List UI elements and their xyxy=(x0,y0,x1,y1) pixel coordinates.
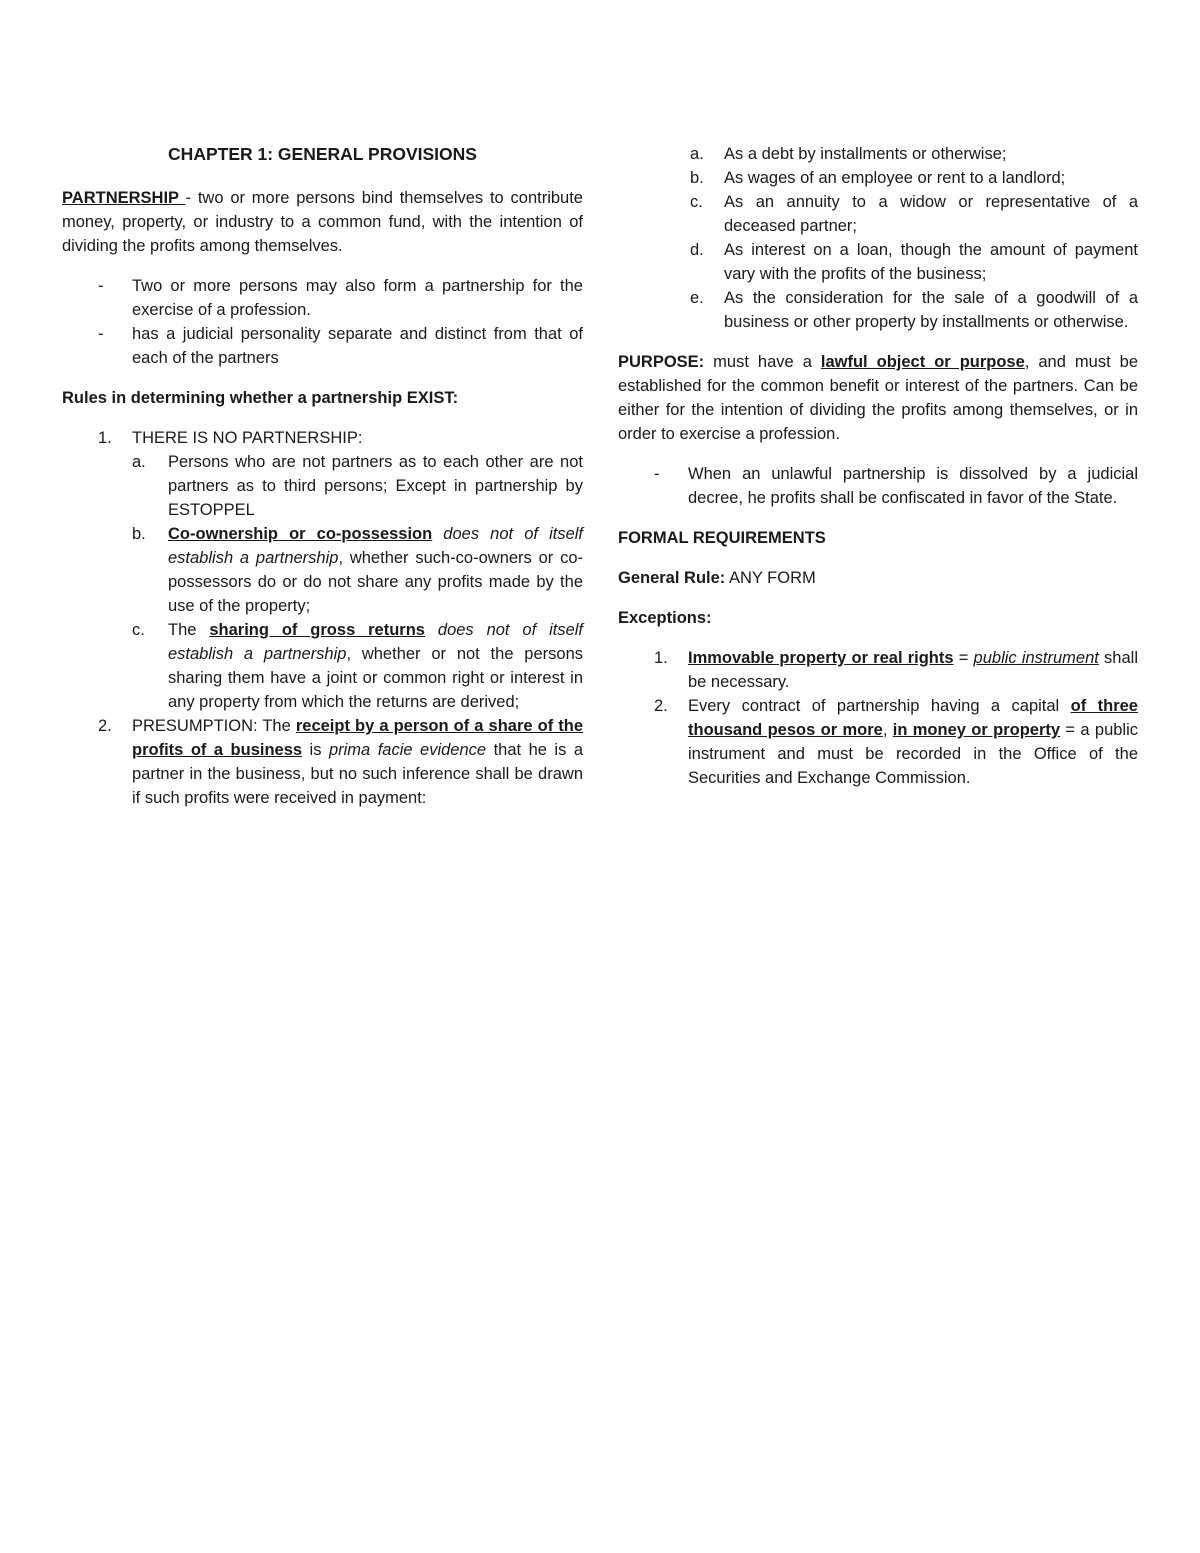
sub-item-c-text xyxy=(168,618,583,714)
list-marker: e. xyxy=(690,289,704,307)
sub-item-b-rest: , whether such-co-owners or co-possessors do or do not share any profits made by the use of the property; xyxy=(168,549,583,615)
exception-1-rest: shall be necessary. xyxy=(688,649,1138,691)
partnership-definition-text: - two or more persons bind themselves to contribute money, property, or industry to a common fund, with the intention of dividing the profits among themselves. xyxy=(62,189,583,255)
exceptions-heading: Exceptions: xyxy=(618,609,712,627)
sub-item-a xyxy=(62,450,583,522)
list-item-presumption xyxy=(62,714,583,810)
public-instrument-phrase: public instrument xyxy=(973,649,1099,667)
list-marker: a. xyxy=(132,453,146,471)
immovable-property-phrase: Immovable property or real rights xyxy=(688,649,954,667)
lawful-object-phrase: lawful object or purpose xyxy=(820,353,1025,371)
purpose-paragraph xyxy=(618,350,1138,446)
payment-item-a xyxy=(618,142,1138,166)
payment-item-text: As interest on a loan, though the amount of payment vary with the profits of the business; xyxy=(724,241,1138,283)
purpose-pre: must have a xyxy=(704,353,821,371)
payment-item-text: As an annuity to a widow or representative of a deceased partner; xyxy=(724,193,1138,235)
exception-2-comma: , xyxy=(882,721,893,739)
sub-item-b xyxy=(62,522,583,618)
rules-heading: Rules in determining whether a partnership EXIST: xyxy=(62,389,459,407)
exception-item-1 xyxy=(618,646,1138,694)
bullet-item: - has a judicial personality separate and distinct from that of each of the partners xyxy=(62,322,583,370)
italic-phrase: does not of itself establish a partnership xyxy=(168,525,583,567)
list-marker: b. xyxy=(132,525,146,543)
money-property-phrase: in money or property xyxy=(892,721,1061,739)
partnership-definition xyxy=(62,186,583,258)
presumption-rest: that he is a partner in the business, but no such inference shall be drawn if such profits were received in payment: xyxy=(132,741,583,807)
co-ownership-phrase: Co-ownership or co-possession xyxy=(168,525,433,543)
exception-item-2 xyxy=(618,694,1138,790)
receipt-phrase: receipt by a person of a share of the profits of a business xyxy=(132,717,583,759)
italic-phrase: does not of itself establish a partnership xyxy=(168,621,583,663)
sub-item-c-pre: The xyxy=(168,621,210,639)
purpose-label: PURPOSE: xyxy=(618,353,705,371)
partnership-bullets xyxy=(62,274,583,370)
presumption-mid: is xyxy=(302,741,329,759)
payment-item-text: As wages of an employee or rent to a landlord; xyxy=(724,169,1066,187)
sub-item-b-text xyxy=(168,522,583,618)
purpose-rest: , and must be established for the common benefit or interest of the partners. Can be either for the intention of dividing the profits among themselves, or in order to exercise a profession. xyxy=(618,353,1138,443)
general-rule-label: General Rule: xyxy=(618,569,726,587)
no-partnership-label: THERE IS NO PARTNERSHIP: xyxy=(132,429,363,447)
payment-item-c xyxy=(618,190,1138,238)
left-column xyxy=(62,142,583,810)
chapter-title: CHAPTER 1: GENERAL PROVISIONS xyxy=(168,144,477,164)
partnership-term: PARTNERSHIP xyxy=(62,189,186,207)
purpose-bullets xyxy=(618,462,1138,510)
gross-returns-phrase: sharing of gross returns xyxy=(209,621,425,639)
payment-item-e xyxy=(618,286,1138,334)
list-marker: 2. xyxy=(98,717,112,735)
list-item-no-partnership xyxy=(62,426,583,450)
list-marker: 1. xyxy=(98,429,112,447)
presumption-pre: PRESUMPTION: The xyxy=(132,717,296,735)
list-marker: a. xyxy=(690,145,704,163)
general-rule-value: ANY FORM xyxy=(725,569,816,587)
sub-item-c-rest: , whether or not the persons sharing them have a joint or common right or interest in any property from which the returns are derived; xyxy=(168,645,583,711)
exception-2-pre: Every contract of partnership having a capital xyxy=(688,697,1071,715)
equals-sign: = xyxy=(953,649,974,667)
list-marker: d. xyxy=(690,241,704,259)
payment-item-text: As a debt by installments or otherwise; xyxy=(724,145,1007,163)
sub-item-a-text: Persons who are not partners as to each other are not partners as to third persons; Except in partnership by ESTOPPEL xyxy=(168,453,583,519)
right-column xyxy=(618,142,1138,790)
list-marker: 1. xyxy=(654,649,668,667)
payment-item-d xyxy=(618,238,1138,286)
exception-2-rest: = a public instrument and must be recorded in the Office of the Securities and Exchange Commission. xyxy=(688,721,1139,787)
general-rule xyxy=(618,566,1138,590)
list-marker: c. xyxy=(690,193,703,211)
payment-item-text: As the consideration for the sale of a goodwill of a business or other property by installments or otherwise. xyxy=(724,289,1138,331)
list-marker: b. xyxy=(690,169,704,187)
presumption-text xyxy=(132,714,583,810)
payment-item-b xyxy=(618,166,1138,190)
exception-2-text xyxy=(688,694,1138,790)
list-marker: c. xyxy=(132,621,145,639)
formal-requirements-heading: FORMAL REQUIREMENTS xyxy=(618,529,826,547)
capital-phrase: of three thousand pesos or more xyxy=(688,697,1138,739)
prima-facie-phrase: prima facie evidence xyxy=(328,741,487,759)
sub-item-c xyxy=(62,618,583,714)
exception-1-text xyxy=(688,646,1138,694)
bullet-item: - Two or more persons may also form a partnership for the exercise of a profession. xyxy=(62,274,583,322)
list-marker: 2. xyxy=(654,697,668,715)
bullet-item: - When an unlawful partnership is dissolved by a judicial decree, he profits shall be confiscated in favor of the State. xyxy=(618,462,1138,510)
